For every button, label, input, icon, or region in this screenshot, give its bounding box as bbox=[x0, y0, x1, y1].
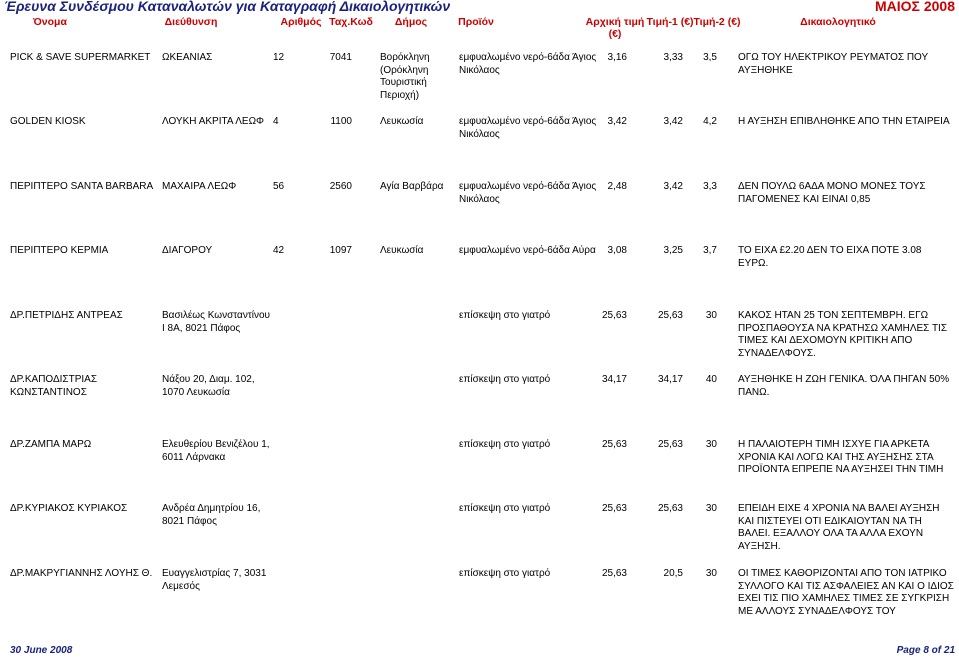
cell-postcode: 7041 bbox=[329, 52, 352, 63]
header-justification: Δικαιολογητικό bbox=[800, 16, 876, 28]
cell-price2: 30 bbox=[705, 568, 717, 579]
cell-initial-price: 3,42 bbox=[607, 116, 627, 127]
cell-price2: 30 bbox=[705, 439, 717, 450]
header-price-1: Τιμή-1 (€) bbox=[646, 16, 694, 28]
cell-address: ΛΟΥΚΗ ΑΚΡΙΤΑ ΛΕΩΦ bbox=[162, 116, 265, 127]
cell-product: επίσκεψη στο γιατρό bbox=[459, 568, 551, 579]
cell-product: επίσκεψη στο γιατρό bbox=[459, 439, 551, 450]
cell-address: Ευαγγελιστρίας 7, 3031 Λεμεσός bbox=[162, 568, 267, 592]
cell-product: εμφυαλωμένο νερό-6άδα Άγιος Νικόλαος bbox=[459, 116, 597, 140]
cell-initial-price: 34,17 bbox=[601, 374, 627, 385]
cell-number: 4 bbox=[273, 116, 279, 127]
cell-price2: 3,3 bbox=[703, 181, 717, 192]
footer-date: 30 June 2008 bbox=[10, 645, 73, 656]
cell-municipality: Βορόκληνη (Ορόκληνη Τουριστική Περιοχή) bbox=[380, 52, 430, 101]
cell-product: εμφυαλωμένο νερό-6άδα Αύρα bbox=[459, 245, 596, 256]
cell-justification: Η ΠΑΛΑΙΟΤΕΡΗ ΤΙΜΗ ΙΣΧΥΕ ΓΙΑ ΑΡΚΕΤΑ ΧΡΟΝΙΑ ΚΑΙ ΛΟΓΩ ΚΑΙ ΤΗΣ ΑΥΞΗΣΗΣ ΣΤΑ ΠΡΟΪΟΝΤΑ ΕΠΡΕΠΕ ΝΑ ΑΥΞΗΣΕΙ ΤΗΝ ΤΙΜΗ bbox=[738, 439, 944, 475]
cell-initial-price: 25,63 bbox=[601, 503, 627, 514]
cell-justification: ΟΙ ΤΙΜΕΣ ΚΑΘΟΡΙΖΟΝΤΑΙ ΑΠΟ ΤΟΝ ΙΑΤΡΙΚΟ ΣΥΛΛΟΓΟ ΚΑΙ ΤΙΣ ΑΣΦΑΛΕΙΕΣ ΑΝ ΚΑΙ Ο ΙΔΙΟΣ ΕΧΕΙ ΤΙΣ ΠΙΟ ΧΑΜΗΛΕΣ ΤΙΜΕΣ ΣΕ ΣΥΓΚΡΙΣΗ ΜΕ ΑΛΛΟΥΣ ΣΥΝΑΔΕΛΦΟΥΣ ΤΟΥ bbox=[738, 568, 954, 617]
cell-price1: 25,63 bbox=[657, 503, 683, 514]
cell-initial-price: 25,63 bbox=[601, 310, 627, 321]
cell-price2: 4,2 bbox=[703, 116, 717, 127]
cell-number: 56 bbox=[273, 181, 285, 192]
cell-justification: ΚΑΚΟΣ ΗΤΑΝ 25 ΤΟΝ ΣΕΠΤΕΜΒΡΗ. ΕΓΩ ΠΡΟΣΠΑΘΟΥΣΑ ΝΑ ΚΡΑΤΗΣΩ ΧΑΜΗΛΕΣ ΤΙΣ ΤΙΜΕΣ ΚΑΙ ΔΕΧΟΜΟΥΝ ΚΡΙΤΙΚΗ ΑΠΟ ΣΥΝΑΔΕΛΦΟΥΣ. bbox=[738, 310, 948, 359]
cell-name: PICK & SAVE SUPERMARKET bbox=[10, 52, 151, 63]
cell-product: εμφυαλωμένο νερό-6άδα Άγιος Νικόλαος bbox=[459, 52, 597, 76]
cell-name: ΔΡ.ΜΑΚΡΥΓΙΑΝΝΗΣ ΛΟΥΗΣ Θ. bbox=[10, 568, 153, 579]
cell-justification: ΤΟ ΕΙΧΑ £2.20 ΔΕΝ ΤΟ ΕΙΧΑ ΠΟΤΕ 3.08 ΕΥΡΩ. bbox=[738, 245, 922, 269]
cell-initial-price: 25,63 bbox=[601, 568, 627, 579]
cell-municipality: Αγία Βαρβάρα bbox=[380, 181, 444, 192]
cell-address: ΜΑΧΑΙΡΑ ΛΕΩΦ bbox=[162, 181, 237, 192]
cell-price1: 3,42 bbox=[663, 116, 683, 127]
header-postcode: Ταχ.Κωδ bbox=[329, 16, 373, 28]
cell-price2: 30 bbox=[705, 503, 717, 514]
cell-address: Βασιλέως Κωνσταντίνου Ι 8Α, 8021 Πάφος bbox=[162, 310, 271, 334]
cell-name: ΠΕΡΙΠΤΕΡΟ ΚΕΡΜΙΑ bbox=[10, 245, 109, 256]
cell-initial-price: 3,08 bbox=[607, 245, 627, 256]
cell-name: GOLDEN KIOSK bbox=[10, 116, 86, 127]
cell-postcode: 1097 bbox=[329, 245, 352, 256]
cell-product: εμφυαλωμένο νερό-6άδα Άγιος Νικόλαος bbox=[459, 181, 597, 205]
cell-price1: 25,63 bbox=[657, 310, 683, 321]
cell-number: 42 bbox=[273, 245, 285, 256]
cell-name: ΔΡ.ΚΑΠΟΔΙΣΤΡΙΑΣ ΚΩΝΣΤΑΝΤΙΝΟΣ bbox=[10, 374, 98, 398]
cell-price2: 40 bbox=[705, 374, 717, 385]
cell-product: επίσκεψη στο γιατρό bbox=[459, 374, 551, 385]
cell-name: ΠΕΡΙΠΤΕΡΟ SANTA BARBARA bbox=[10, 181, 154, 192]
footer-page: Page 8 of 21 bbox=[896, 645, 955, 656]
header-number: Αριθμός bbox=[280, 16, 322, 28]
cell-justification: Η ΑΥΞΗΣΗ ΕΠΙΒΛΗΘΗΚΕ ΑΠΟ ΤΗΝ ΕΤΑΙΡΕΙΑ bbox=[738, 116, 950, 127]
cell-address: ΩΚΕΑΝΙΑΣ bbox=[162, 52, 213, 63]
cell-initial-price: 2,48 bbox=[607, 181, 627, 192]
cell-address: Νάξου 20, Διαμ. 102, 1070 Λευκωσία bbox=[162, 374, 255, 398]
cell-price1: 3,25 bbox=[663, 245, 683, 256]
header-municipality: Δήμος bbox=[394, 16, 428, 28]
cell-justification: ΟΓΩ ΤΟΥ ΗΛΕΚΤΡΙΚΟΥ ΡΕΥΜΑΤΟΣ ΠΟΥ ΑΥΞΗΘΗΚΕ bbox=[738, 52, 928, 76]
cell-number: 12 bbox=[273, 52, 285, 63]
cell-address: Ελευθερίου Βενιζέλου 1, 6011 Λάρνακα bbox=[162, 439, 270, 463]
cell-address: ΔΙΑΓΟΡΟΥ bbox=[162, 245, 213, 256]
header-name: Όνομα bbox=[33, 16, 67, 28]
header-product: Προϊόν bbox=[458, 16, 494, 28]
cell-municipality: Λευκωσία bbox=[380, 245, 424, 256]
cell-price1: 34,17 bbox=[657, 374, 683, 385]
cell-price1: 25,63 bbox=[657, 439, 683, 450]
cell-price2: 3,7 bbox=[703, 245, 717, 256]
cell-name: ΔΡ.ΚΥΡΙΑΚΟΣ ΚΥΡΙΑΚΟΣ bbox=[10, 503, 128, 514]
cell-municipality: Λευκωσία bbox=[380, 116, 424, 127]
cell-price2: 30 bbox=[705, 310, 717, 321]
cell-justification: ΕΠΕΙΔΗ ΕΙΧΕ 4 ΧΡΟΝΙΑ ΝΑ ΒΑΛΕΙ ΑΥΞΗΣΗ ΚΑΙ ΠΙΣΤΕΥΕΙ ΟΤΙ ΕΔΙΚΑΙΟΥΤΑΝ ΝΑ ΤΗ ΒΑΛΕΙ. ΕΞΑΛΛΟΥ ΟΛΑ ΤΑ ΑΛΛΑ ΕΧΟΥΝ ΑΥΞΗΣΗ. bbox=[738, 503, 940, 552]
cell-address: Ανδρέα Δημητρίου 16, 8021 Πάφος bbox=[162, 503, 261, 527]
cell-price2: 3,5 bbox=[703, 52, 717, 63]
cell-initial-price: 25,63 bbox=[601, 439, 627, 450]
cell-product: επίσκεψη στο γιατρό bbox=[459, 310, 551, 321]
cell-price1: 3,33 bbox=[663, 52, 683, 63]
header-initial-price: Αρχική τιμή (€) bbox=[585, 16, 645, 40]
header-price-2: Τιμή-2 (€) bbox=[693, 16, 741, 28]
cell-justification: ΑΥΞΗΘΗΚΕ Η ΖΩΗ ΓΕΝΙΚΑ. ΌΛΑ ΠΗΓΑΝ 50% ΠΑΝΩ. bbox=[738, 374, 950, 398]
header-address: Διεύθυνση bbox=[164, 16, 218, 28]
cell-initial-price: 3,16 bbox=[607, 52, 627, 63]
cell-price1: 20,5 bbox=[663, 568, 683, 579]
report-title: Έρευνα Συνδέσμου Καταναλωτών για Καταγραφή Δικαιολογητικών bbox=[4, 0, 451, 14]
cell-product: επίσκεψη στο γιατρό bbox=[459, 503, 551, 514]
cell-price1: 3,42 bbox=[663, 181, 683, 192]
cell-name: ΔΡ.ΖΑΜΠΑ ΜΑΡΩ bbox=[10, 439, 92, 450]
cell-justification: ΔΕΝ ΠΟΥΛΩ 6ΑΔΑ ΜΟΝΟ ΜΟΝΕΣ ΤΟΥΣ ΠΑΓΟΜΕΝΕΣ ΚΑΙ ΕΙΝΑΙ 0,85 bbox=[738, 181, 926, 205]
cell-postcode: 2560 bbox=[329, 181, 352, 192]
brand-label: ΜΑΙΟΣ 2008 bbox=[875, 0, 955, 14]
cell-postcode: 1100 bbox=[330, 116, 352, 127]
cell-name: ΔΡ.ΠΕΤΡΙΔΗΣ ΑΝΤΡΕΑΣ bbox=[10, 310, 123, 321]
